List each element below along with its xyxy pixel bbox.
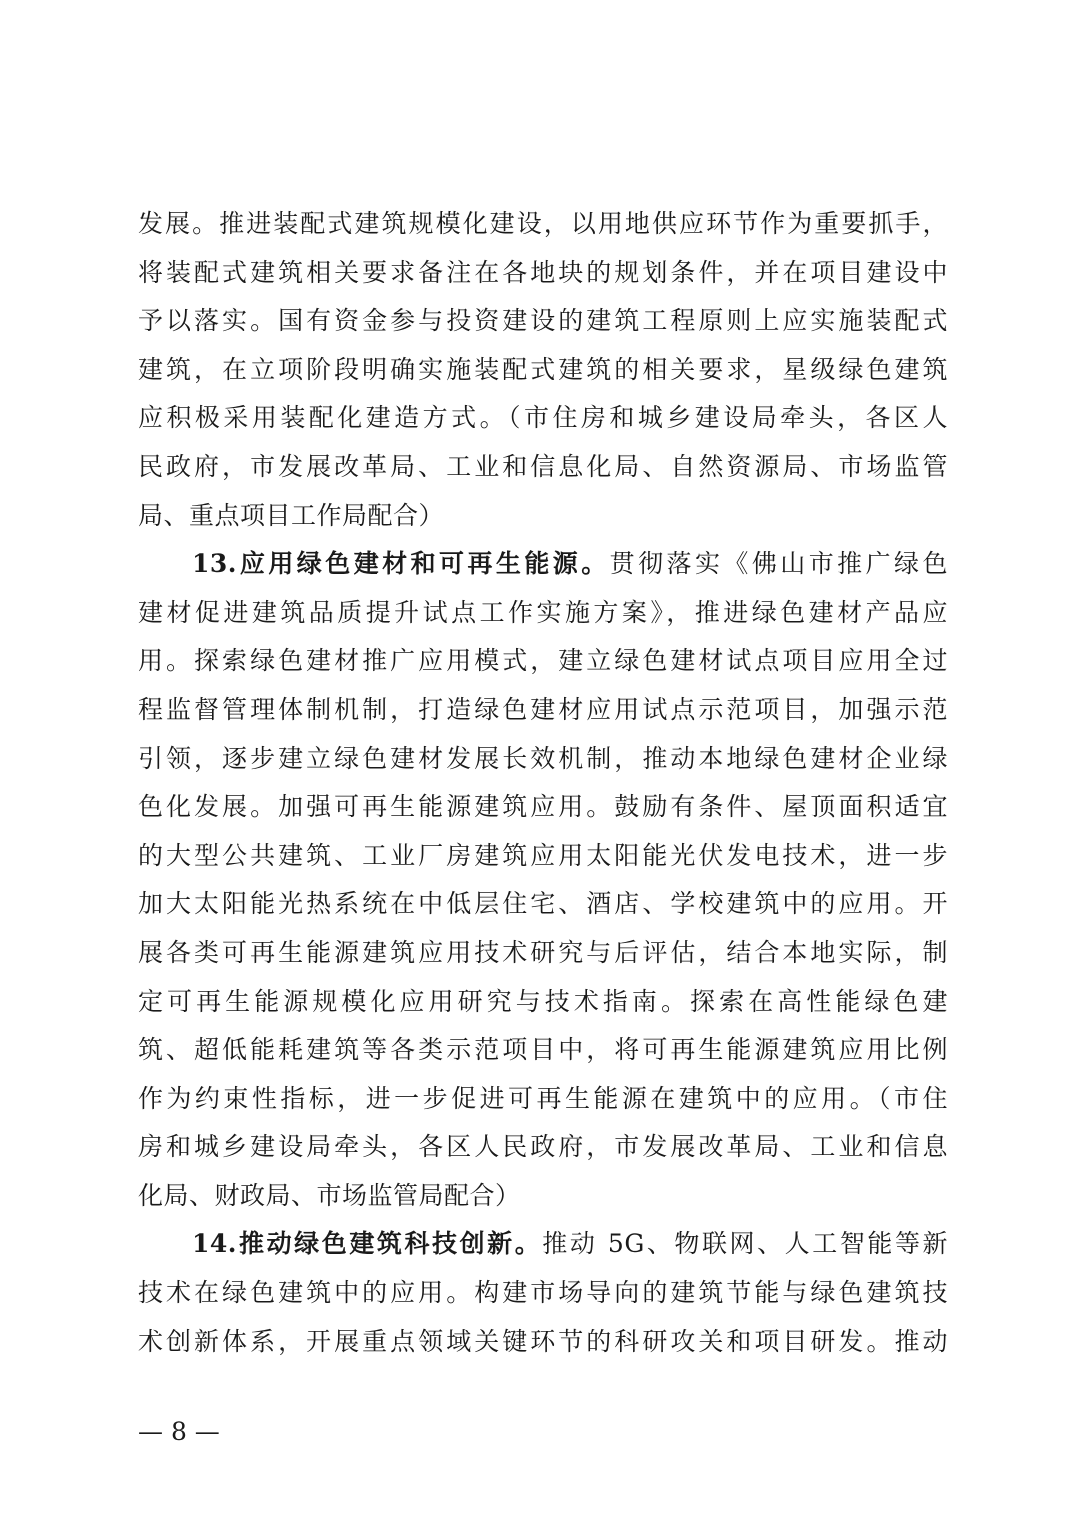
text-line: 建材促进建筑品质提升试点工作实施方案》，推进绿色建材产品应 bbox=[138, 597, 948, 627]
section-14-first-text: 推动 5G、物联网、人工智能等新 bbox=[542, 1229, 949, 1259]
text-line: 程监督管理体制机制，打造绿色建材应用试点示范项目，加强示范 bbox=[138, 694, 948, 724]
text-line: 加大太阳能光热系统在中低层住宅、酒店、学校建筑中的应用。开 bbox=[138, 889, 948, 919]
text-line: 术创新体系，开展重点领域关键环节的科研攻关和项目研发。推动 bbox=[138, 1326, 948, 1356]
section-14-first-line bbox=[138, 1220, 948, 1269]
text-line: 筑、超低能耗建筑等各类示范项目中，将可再生能源建筑应用比例 bbox=[138, 1035, 948, 1065]
text-line: 引领，逐步建立绿色建材发展长效机制，推动本地绿色建材企业绿 bbox=[138, 743, 948, 773]
text-line: 的大型公共建筑、工业厂房建筑应用太阳能光伏发电技术，进一步 bbox=[138, 840, 948, 870]
text-line: 局、重点项目工作局配合） bbox=[138, 500, 445, 530]
section-13-first-text: 贯彻落实《佛山市推广绿色 bbox=[609, 549, 948, 579]
text-line: 建筑，在立项阶段明确实施装配式建筑的相关要求，星级绿色建筑 bbox=[138, 354, 948, 384]
section-14-heading: 14.推动绿色建筑科技创新。 bbox=[192, 1229, 543, 1259]
text-line: 房和城乡建设局牵头，各区人民政府，市发展改革局、工业和信息 bbox=[138, 1132, 948, 1162]
text-line: 应积极采用装配化建造方式。（市住房和城乡建设局牵头，各区人 bbox=[138, 403, 948, 433]
section-13-first-line bbox=[138, 540, 948, 589]
text-line: 定可再生能源规模化应用研究与技术指南。探索在高性能绿色建 bbox=[138, 986, 948, 1016]
text-line: 技术在绿色建筑中的应用。构建市场导向的建筑节能与绿色建筑技 bbox=[138, 1278, 948, 1308]
text-line: 发展。推进装配式建筑规模化建设，以用地供应环节作为重要抓手， bbox=[138, 209, 948, 238]
text-line: 将装配式建筑相关要求备注在各地块的规划条件，并在项目建设中 bbox=[138, 257, 948, 287]
text-line: 民政府，市发展改革局、工业和信息化局、自然资源局、市场监管 bbox=[138, 451, 948, 481]
text-line: 予以落实。国有资金参与投资建设的建筑工程原则上应实施装配式 bbox=[138, 306, 948, 336]
section-13-heading: 13.应用绿色建材和可再生能源。 bbox=[192, 549, 610, 579]
document-body bbox=[138, 200, 948, 1366]
page-number: — 8 — bbox=[138, 1417, 220, 1446]
text-line: 色化发展。加强可再生能源建筑应用。鼓励有条件、屋顶面积适宜 bbox=[138, 792, 948, 822]
text-line: 用。探索绿色建材推广应用模式，建立绿色建材试点项目应用全过 bbox=[138, 646, 948, 676]
text-line: 化局、财政局、市场监管局配合） bbox=[138, 1180, 521, 1210]
text-line: 展各类可再生能源建筑应用技术研究与后评估，结合本地实际，制 bbox=[138, 937, 948, 967]
text-line: 作为约束性指标，进一步促进可再生能源在建筑中的应用。（市住 bbox=[138, 1083, 948, 1113]
